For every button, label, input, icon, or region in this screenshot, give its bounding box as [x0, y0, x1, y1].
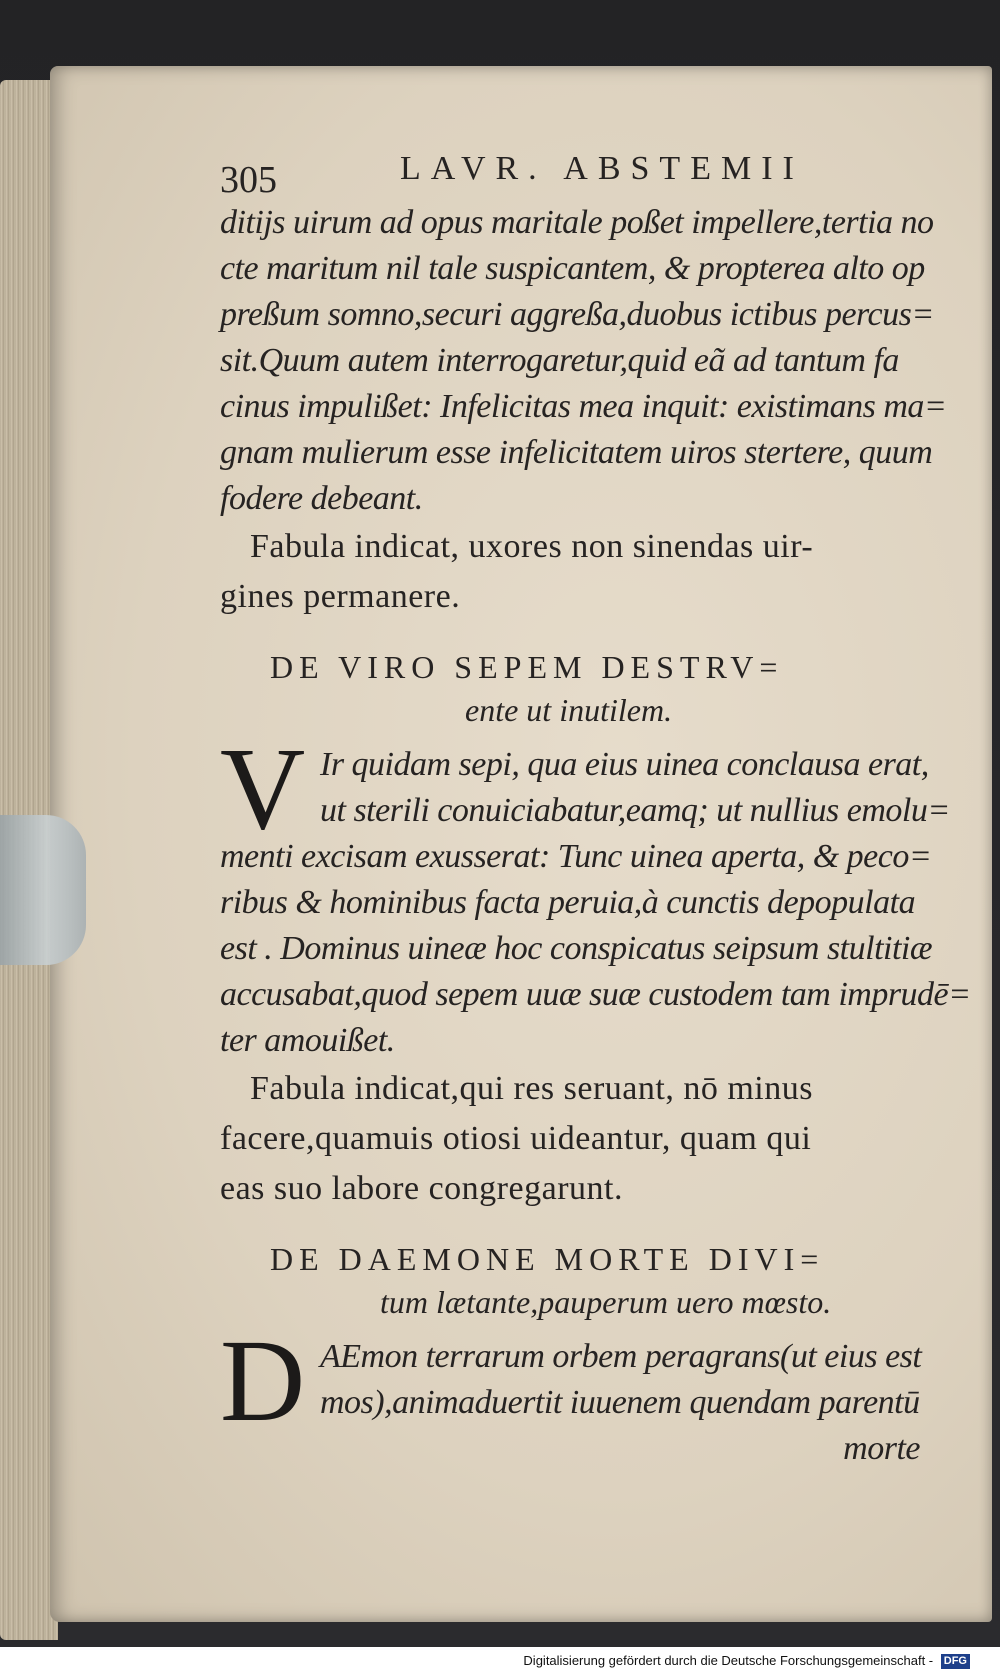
fable-1-moral — [220, 522, 980, 622]
drop-cap: D — [220, 1315, 306, 1446]
fable-1-text — [220, 200, 980, 522]
text-line: Ir quidam sepi, qua eius uinea conclausa erat, — [320, 746, 929, 783]
fable-3 — [220, 1238, 980, 1472]
text-line: cte maritum nil tale suspicantem, & propterea alto op — [220, 250, 925, 287]
moral-line: Fabula indicat, uxores non sinendas uir- — [250, 528, 814, 565]
catchword: morte — [843, 1430, 920, 1467]
text-line: ter amouißet. — [220, 1022, 395, 1059]
moral-line: eas suo labore congregarunt. — [220, 1170, 623, 1207]
text-line: menti excisam exusserat: Tunc uinea aperta, & peco= — [220, 838, 932, 875]
moral-line: Fabula indicat,qui res seruant, nō minus — [250, 1070, 813, 1107]
fable-3-subtitle: tum lætante,pauperum uero mœsto. — [380, 1284, 832, 1320]
fable-3-title: DE DAEMONE MORTE DIVI= — [270, 1241, 825, 1277]
running-head: LAVR. ABSTEMII — [400, 150, 804, 187]
moral-line: facere,quamuis otiosi uideantur, quam qui — [220, 1120, 812, 1157]
drop-cap: V — [220, 723, 306, 854]
text-line: ribus & hominibus facta peruia,à cunctis depopulata — [220, 884, 916, 921]
text-line: sit.Quum autem interrogaretur,quid eã ad tantum fa — [220, 342, 899, 379]
moral-line: gines permanere. — [220, 578, 461, 615]
footer-credit-text: Digitalisierung gefördert durch die Deutsche Forschungsgemeinschaft - — [523, 1652, 934, 1668]
fable-2-body — [220, 723, 980, 1064]
text-line: mos),animaduertit iuuenem quendam parentū — [320, 1384, 920, 1421]
footer-bar — [0, 1647, 1000, 1675]
fable-3-body — [220, 1315, 980, 1472]
page-content — [220, 140, 980, 1472]
text-line: preßum somno,securi aggreßa,duobus ictibus percus= — [220, 296, 934, 333]
text-line: cinus impulißet: Infelicitas mea inquit: existimans ma= — [220, 388, 947, 425]
text-line: fodere debeant. — [220, 480, 423, 517]
page-clip — [0, 815, 86, 965]
text-line: est . Dominus uineæ hoc conspicatus seipsum stultitiæ — [220, 930, 933, 967]
fable-2-title: DE VIRO SEPEM DESTRV= — [270, 649, 784, 685]
page-number: 305 — [220, 159, 277, 201]
page-header — [220, 140, 980, 200]
text-line: AEmon terrarum orbem peragrans(ut eius est — [320, 1338, 922, 1375]
fable-2-subtitle: ente ut inutilem. — [465, 692, 673, 728]
text-line: gnam mulierum esse infelicitatem uiros stertere, quum — [220, 434, 933, 471]
footer-credit — [523, 1653, 970, 1669]
text-line: accusabat,quod sepem uuæ suæ custodem tam imprudē= — [220, 976, 971, 1013]
fable-2-moral — [220, 1064, 980, 1214]
fable-2 — [220, 646, 980, 1214]
dfg-logo-icon: DFG — [941, 1654, 970, 1669]
text-line: ut sterili conuiciabatur,eamq; ut nullius emolu= — [320, 792, 950, 829]
text-line: ditijs uirum ad opus maritale poßet impellere,tertia no — [220, 204, 934, 241]
margin-annotation — [88, 506, 208, 542]
